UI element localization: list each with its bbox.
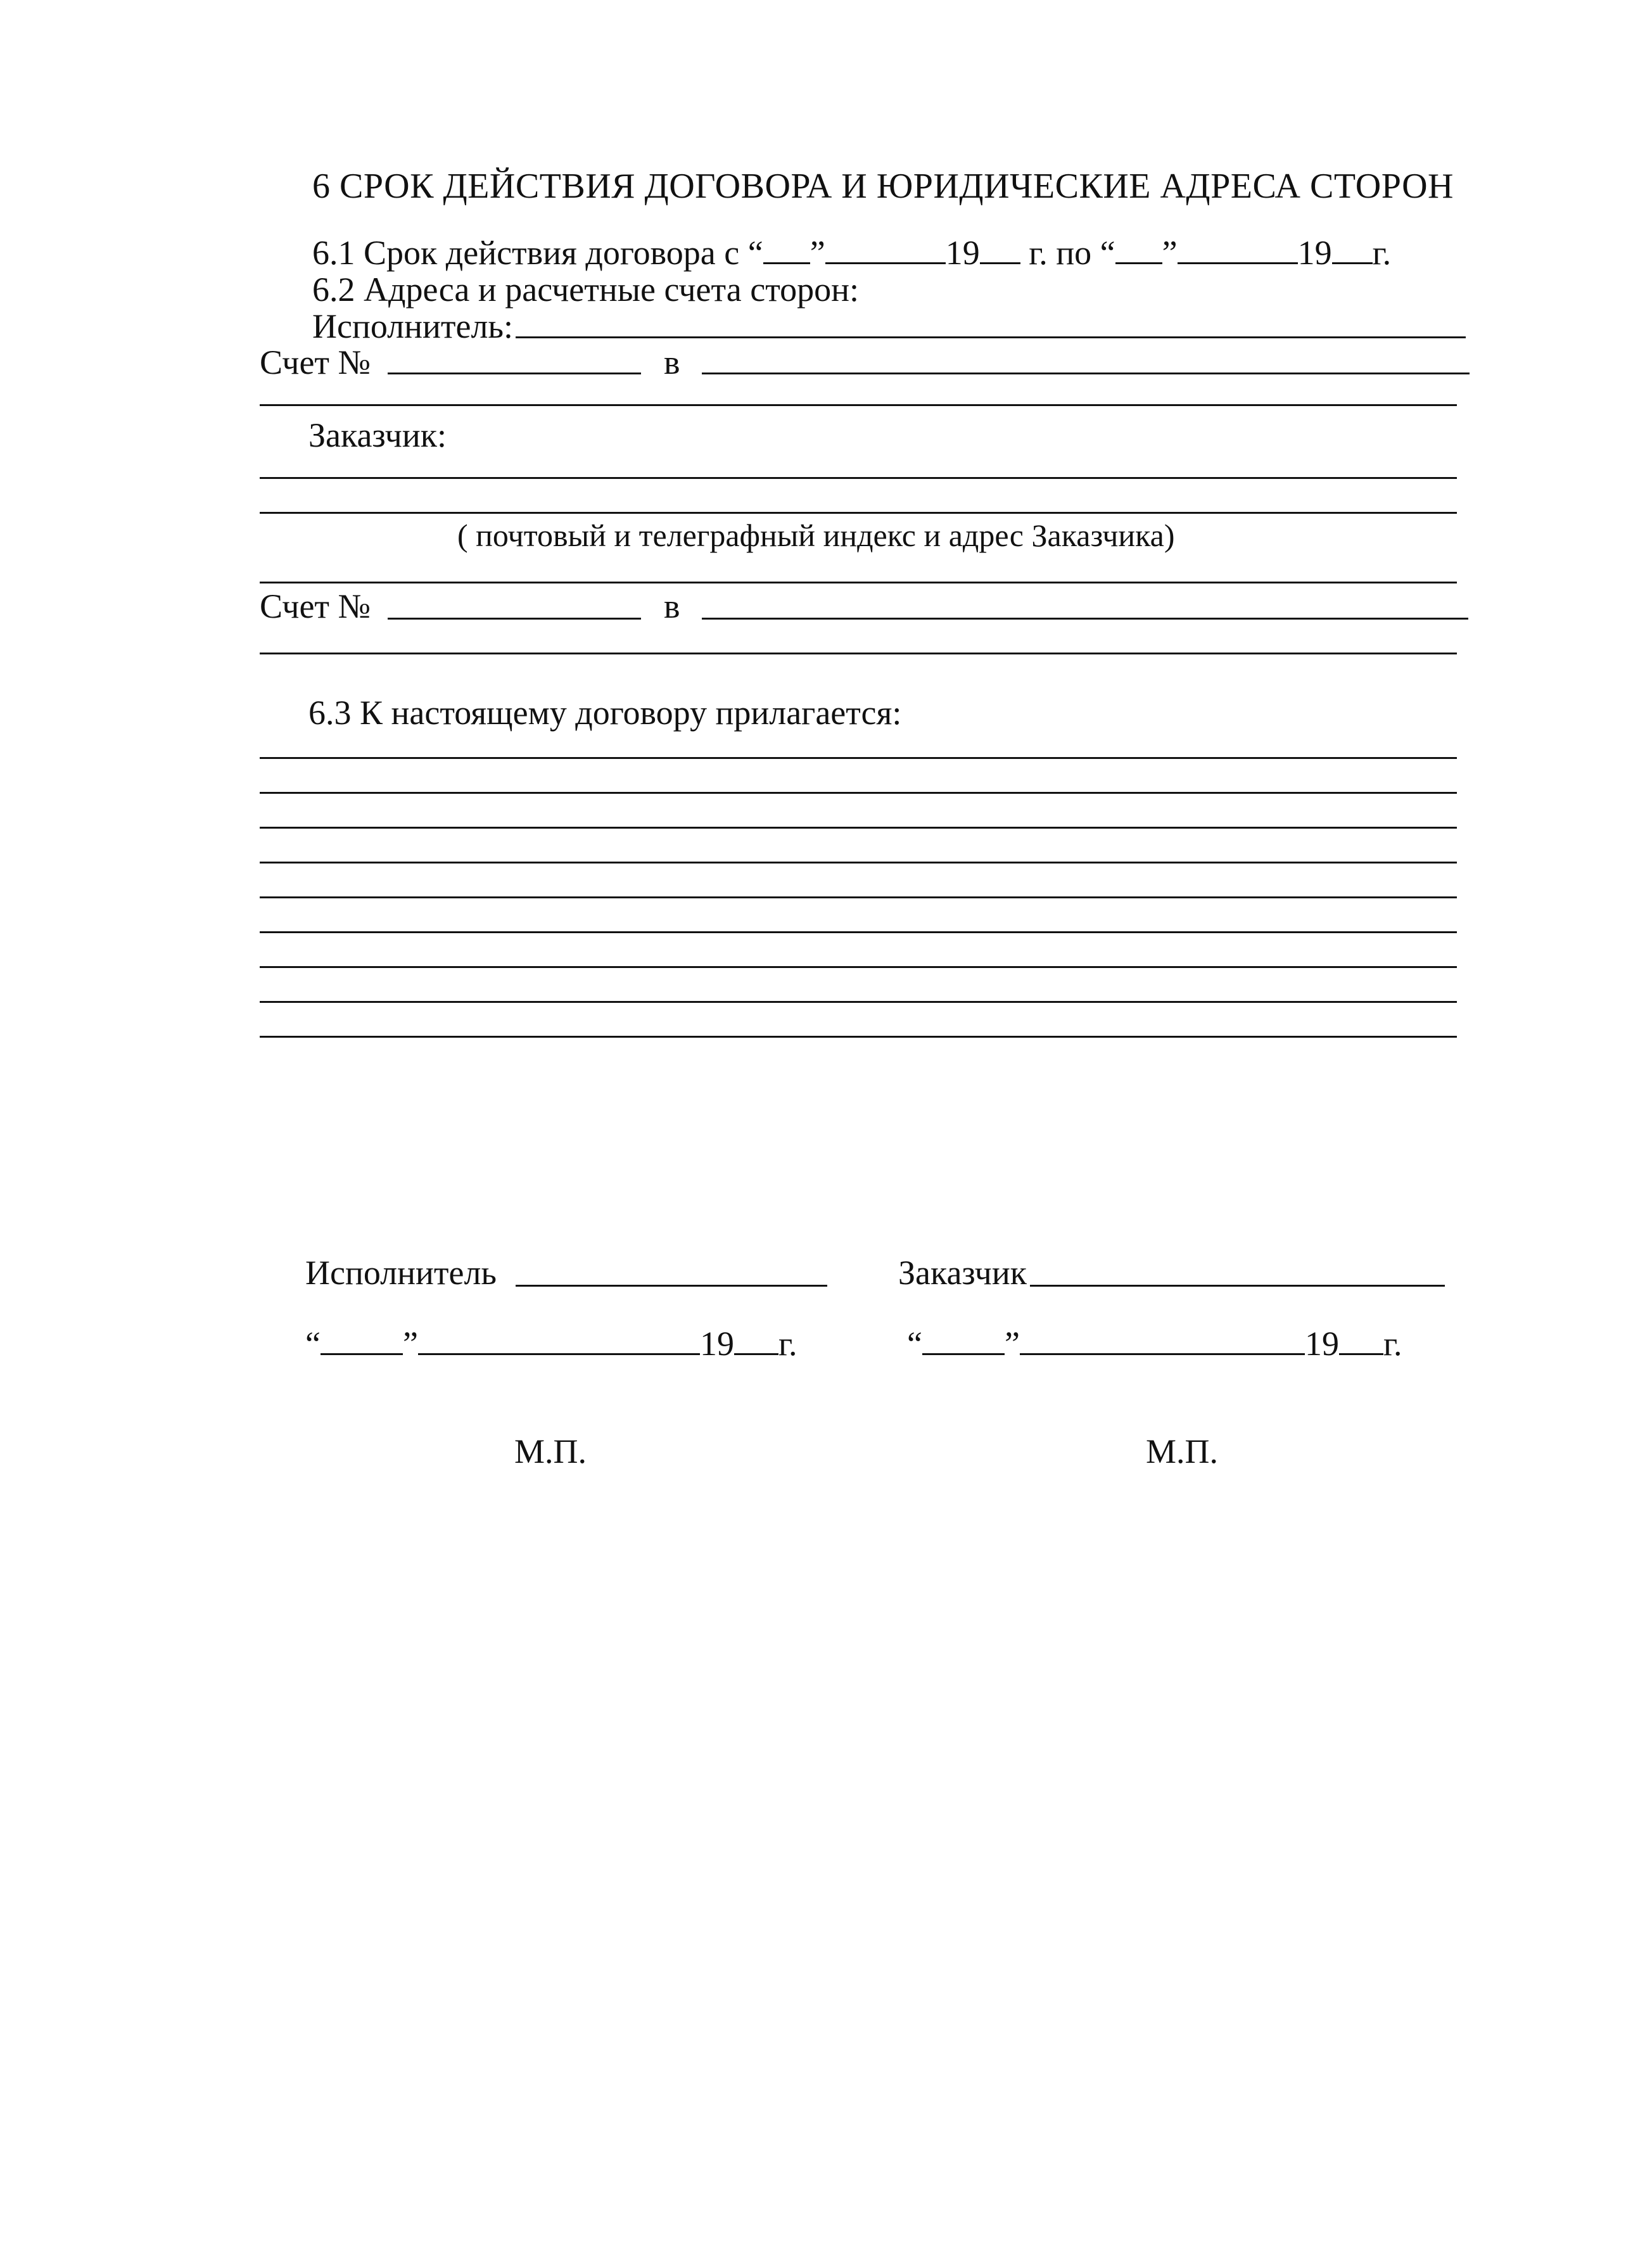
term-year-suffix: г. по — [1029, 234, 1092, 272]
attachment-line[interactable] — [260, 966, 1457, 968]
addresses-heading: 6.2 Адреса и расчетные счета сторон: — [312, 271, 859, 309]
customer-account-number-field[interactable] — [388, 618, 641, 620]
right-year-field[interactable] — [1339, 1328, 1383, 1355]
customer-address-line-1[interactable] — [260, 477, 1457, 479]
term-line — [312, 236, 1391, 270]
contractor-account-label: Счет № — [260, 343, 371, 381]
right-year-prefix: 19 — [1304, 1325, 1339, 1363]
term-close-quote-2: ” — [1162, 234, 1178, 272]
signature-customer-label: Заказчик — [898, 1254, 1027, 1292]
customer-bank-in-label: в — [664, 587, 680, 625]
term-end-year-field[interactable] — [1332, 237, 1373, 264]
attachment-line[interactable] — [260, 757, 1457, 759]
contractor-address-field[interactable] — [516, 336, 1466, 338]
term-year-prefix: 19 — [945, 234, 980, 272]
term-end-month-field[interactable] — [1178, 237, 1298, 264]
term-prefix: 6.1 Срок действия договора с — [312, 234, 740, 272]
term-end-day-field[interactable] — [1115, 237, 1162, 264]
attachment-line[interactable] — [260, 1036, 1457, 1038]
contractor-extra-line[interactable] — [260, 404, 1457, 406]
attachment-line[interactable] — [260, 792, 1457, 794]
term-year-suffix-2: г. — [1372, 234, 1392, 272]
right-year-suffix: г. — [1383, 1325, 1402, 1363]
contractor-bank-in-label: в — [664, 343, 680, 381]
attachment-line[interactable] — [260, 1001, 1457, 1003]
customer-label: Заказчик: — [308, 416, 447, 454]
attachments-heading: 6.3 К настоящему договору прилагается: — [308, 694, 902, 732]
left-year-prefix: 19 — [699, 1325, 734, 1363]
contractor-account-number-field[interactable] — [388, 373, 641, 374]
term-open-quote: “ — [747, 234, 763, 272]
right-open-quote: “ — [907, 1325, 922, 1363]
signature-customer-field[interactable] — [1030, 1285, 1445, 1287]
signature-date-right — [907, 1327, 1402, 1361]
customer-account-label: Счет № — [260, 587, 371, 625]
stamp-right: М.П. — [1146, 1432, 1219, 1470]
right-close-quote: ” — [1004, 1325, 1020, 1363]
term-start-month-field[interactable] — [825, 237, 946, 264]
left-open-quote: “ — [305, 1325, 321, 1363]
customer-address-hint: ( почтовый и телеграфный индекс и адрес Заказчика) — [457, 518, 1175, 553]
term-open-quote-2: “ — [1100, 234, 1115, 272]
left-year-suffix: г. — [778, 1325, 797, 1363]
signature-date-left — [305, 1327, 797, 1361]
section-title: 6 СРОК ДЕЙСТВИЯ ДОГОВОРА И ЮРИДИЧЕСКИЕ АДРЕСА СТОРОН — [312, 167, 1454, 206]
term-start-year-field[interactable] — [980, 237, 1020, 264]
customer-address-line-2[interactable] — [260, 512, 1457, 514]
term-close-quote: ” — [810, 234, 825, 272]
attachment-line[interactable] — [260, 896, 1457, 898]
attachment-line[interactable] — [260, 827, 1457, 829]
left-day-field[interactable] — [321, 1328, 403, 1355]
left-month-field[interactable] — [418, 1328, 700, 1355]
customer-bank-field[interactable] — [702, 618, 1468, 620]
attachment-line[interactable] — [260, 931, 1457, 933]
customer-address-line-3[interactable] — [260, 582, 1457, 583]
signature-contractor-label: Исполнитель — [305, 1254, 497, 1292]
contractor-bank-field[interactable] — [702, 373, 1470, 374]
right-month-field[interactable] — [1020, 1328, 1305, 1355]
left-year-field[interactable] — [734, 1328, 778, 1355]
stamp-left: М.П. — [514, 1432, 587, 1470]
customer-extra-line[interactable] — [260, 653, 1457, 654]
attachment-line[interactable] — [260, 862, 1457, 863]
right-day-field[interactable] — [922, 1328, 1005, 1355]
term-year-prefix-2: 19 — [1297, 234, 1332, 272]
left-close-quote: ” — [402, 1325, 418, 1363]
term-start-day-field[interactable] — [763, 237, 810, 264]
signature-contractor-field[interactable] — [516, 1285, 827, 1287]
contractor-label: Исполнитель: — [312, 307, 514, 345]
